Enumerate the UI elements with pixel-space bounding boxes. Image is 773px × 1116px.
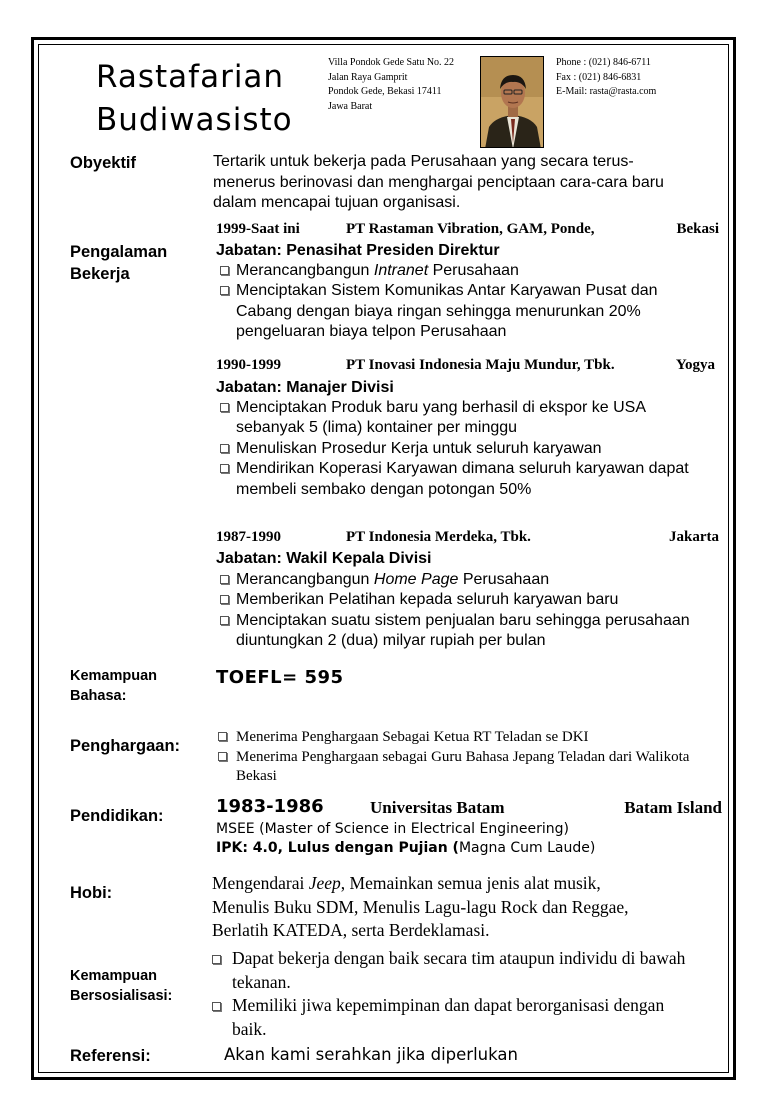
job-position: Jabatan: Manajer Divisi — [216, 379, 394, 396]
objective-line: Tertarik untuk bekerja pada Perusahaan yang secara terus- — [213, 153, 634, 170]
address-line: Pondok Gede, Bekasi 17411 — [328, 86, 442, 97]
social-label — [70, 966, 172, 1006]
awards-list — [216, 728, 716, 787]
language-label — [70, 666, 157, 706]
education-gpa — [216, 838, 595, 858]
education-degree: MSEE (Master of Science in Electrical Engineering) — [216, 821, 569, 837]
toefl-score: TOEFL= 595 — [216, 667, 344, 688]
job-duties — [216, 570, 696, 652]
list-item — [216, 439, 696, 459]
list-item — [216, 728, 716, 748]
job-location: Jakarta — [669, 529, 719, 545]
job-period: 1990-1999 — [216, 357, 281, 373]
language-label-line: Kemampuan — [70, 668, 158, 684]
job-duties — [216, 261, 706, 343]
objective-line: menerus berinovasi dan menghargai penciptaan cara-cara baru — [213, 173, 664, 191]
social-list — [210, 947, 700, 1041]
fax-text: Fax : (021) 846-6831 — [556, 71, 642, 83]
education-header — [216, 796, 722, 820]
duty-text: Menciptakan suatu sistem penjualan baru sehingga perusahaan diuntungkan 2 (dua) milyar rupiah per bulan — [236, 611, 690, 650]
checkbox-bullet-icon — [220, 616, 229, 625]
job-position: Jabatan: Penasihat Presiden Direktur — [216, 242, 500, 259]
education-label: Pendidikan: — [70, 807, 164, 825]
duty-text: Merancangbangun Intranet Perusahaan — [236, 262, 519, 279]
job-period: 1987-1990 — [216, 529, 281, 545]
address-line: Villa Pondok Gede Satu No. 22 — [328, 57, 455, 68]
duty-text: Merancangbangun Home Page Perusahaan — [236, 571, 550, 588]
job-company: PT Indonesia Merdeka, Tbk. — [346, 529, 531, 545]
contact-block — [556, 56, 656, 100]
objective-label: Obyektif — [70, 154, 137, 172]
gpa-rest-text: Magna Cum Laude) — [458, 840, 596, 856]
social-label-line: Bersosialisasi: — [70, 988, 173, 1004]
social-text: Dapat bekerja dengan baik secara tim ataupun individu di bawah tekanan. — [232, 948, 686, 992]
hobby-text — [212, 872, 629, 943]
job-header — [216, 529, 719, 549]
address-block — [328, 56, 454, 114]
social-label-line: Kemampuan — [70, 968, 158, 984]
list-item — [216, 748, 716, 787]
social-text: Memiliki jiwa kepemimpinan dan dapat berorganisasi dengan baik. — [232, 995, 665, 1039]
checkbox-bullet-icon — [220, 286, 229, 295]
checkbox-bullet-icon — [220, 444, 229, 453]
list-item — [216, 459, 696, 500]
job-location: Yogya — [675, 357, 715, 373]
address-line: Jalan Raya Gamprit — [328, 71, 408, 83]
hobby-line: Menulis Buku SDM, Menulis Lagu-lagu Rock dan Reggae, — [212, 896, 629, 917]
job-company: PT Inovasi Indonesia Maju Mundur, Tbk. — [346, 357, 615, 373]
name-last: Budiwasisto — [96, 102, 293, 138]
experience-label-line: Pengalaman — [70, 243, 168, 261]
experience-label — [70, 241, 167, 285]
list-item — [216, 261, 706, 281]
job-duties — [216, 398, 696, 500]
checkbox-bullet-icon — [220, 575, 229, 584]
checkbox-bullet-icon — [212, 1002, 221, 1011]
hobby-line: Berlatih KATEDA, serta Berdeklamasi. — [212, 920, 490, 940]
checkbox-bullet-icon — [218, 732, 227, 741]
hobby-line: Mengendarai Jeep, Memainkan semua jenis alat musik, — [212, 873, 601, 893]
job-position: Jabatan: Wakil Kepala Divisi — [216, 550, 432, 567]
address-line: Jawa Barat — [328, 100, 373, 112]
list-item — [216, 398, 696, 439]
list-item — [216, 611, 696, 652]
job-header — [216, 357, 719, 377]
hobby-label: Hobi: — [70, 884, 113, 902]
name-first: Rastafarian — [96, 59, 285, 95]
checkbox-bullet-icon — [220, 403, 229, 412]
duty-text: Memberikan Pelatihan kepada seluruh karyawan baru — [236, 591, 619, 609]
list-item — [216, 590, 696, 610]
list-item — [216, 570, 696, 590]
reference-label: Referensi: — [70, 1047, 151, 1065]
education-years: 1983-1986 — [216, 796, 324, 817]
checkbox-bullet-icon — [218, 752, 227, 761]
duty-text: Menciptakan Sistem Komunikas Antar Karyawan Pusat dan Cabang dengan biaya ringan sehingga menurunkan 20% pengeluaran biaya telpon Perusahaan — [236, 282, 658, 341]
checkbox-bullet-icon — [220, 595, 229, 604]
duty-text: Menciptakan Produk baru yang berhasil di ekspor ke USA sebanyak 5 (lima) kontainer per minggu — [236, 399, 646, 437]
education-school: Universitas Batam — [370, 798, 505, 817]
job-header — [216, 221, 719, 241]
experience-label-line: Bekerja — [70, 265, 130, 283]
award-text: Menerima Penghargaan sebagai Guru Bahasa Jepang Teladan dari Walikota Bekasi — [236, 748, 690, 784]
language-label-line: Bahasa: — [70, 688, 127, 704]
reference-text: Akan kami serahkan jika diperlukan — [224, 1045, 518, 1064]
profile-photo — [480, 56, 544, 148]
list-item — [210, 994, 700, 1041]
objective-text — [213, 152, 664, 214]
objective-line: dalam mencapai tujuan organisasi. — [213, 194, 461, 211]
portrait-icon — [481, 57, 544, 148]
duty-text: Mendirikan Koperasi Karyawan dimana seluruh karyawan dapat membeli sembako dengan potongan 50% — [236, 460, 689, 498]
list-item — [210, 947, 700, 994]
awards-label: Penghargaan: — [70, 737, 181, 755]
list-item — [216, 281, 706, 342]
job-company: PT Rastaman Vibration, GAM, Ponde, — [346, 221, 595, 237]
checkbox-bullet-icon — [212, 955, 221, 964]
duty-text: Menuliskan Prosedur Kerja untuk seluruh karyawan — [236, 439, 602, 457]
email-text: E-Mail: rasta@rasta.com — [556, 86, 657, 97]
phone-text: Phone : (021) 846-6711 — [556, 57, 651, 68]
gpa-bold-text: IPK: 4.0, Lulus dengan Pujian ( — [216, 840, 459, 856]
checkbox-bullet-icon — [220, 464, 229, 473]
job-period: 1999-Saat ini — [216, 221, 300, 237]
job-location: Bekasi — [676, 221, 719, 237]
education-location: Batam Island — [624, 798, 722, 817]
award-text: Menerima Penghargaan Sebagai Ketua RT Teladan se DKI — [236, 729, 589, 745]
checkbox-bullet-icon — [220, 266, 229, 275]
